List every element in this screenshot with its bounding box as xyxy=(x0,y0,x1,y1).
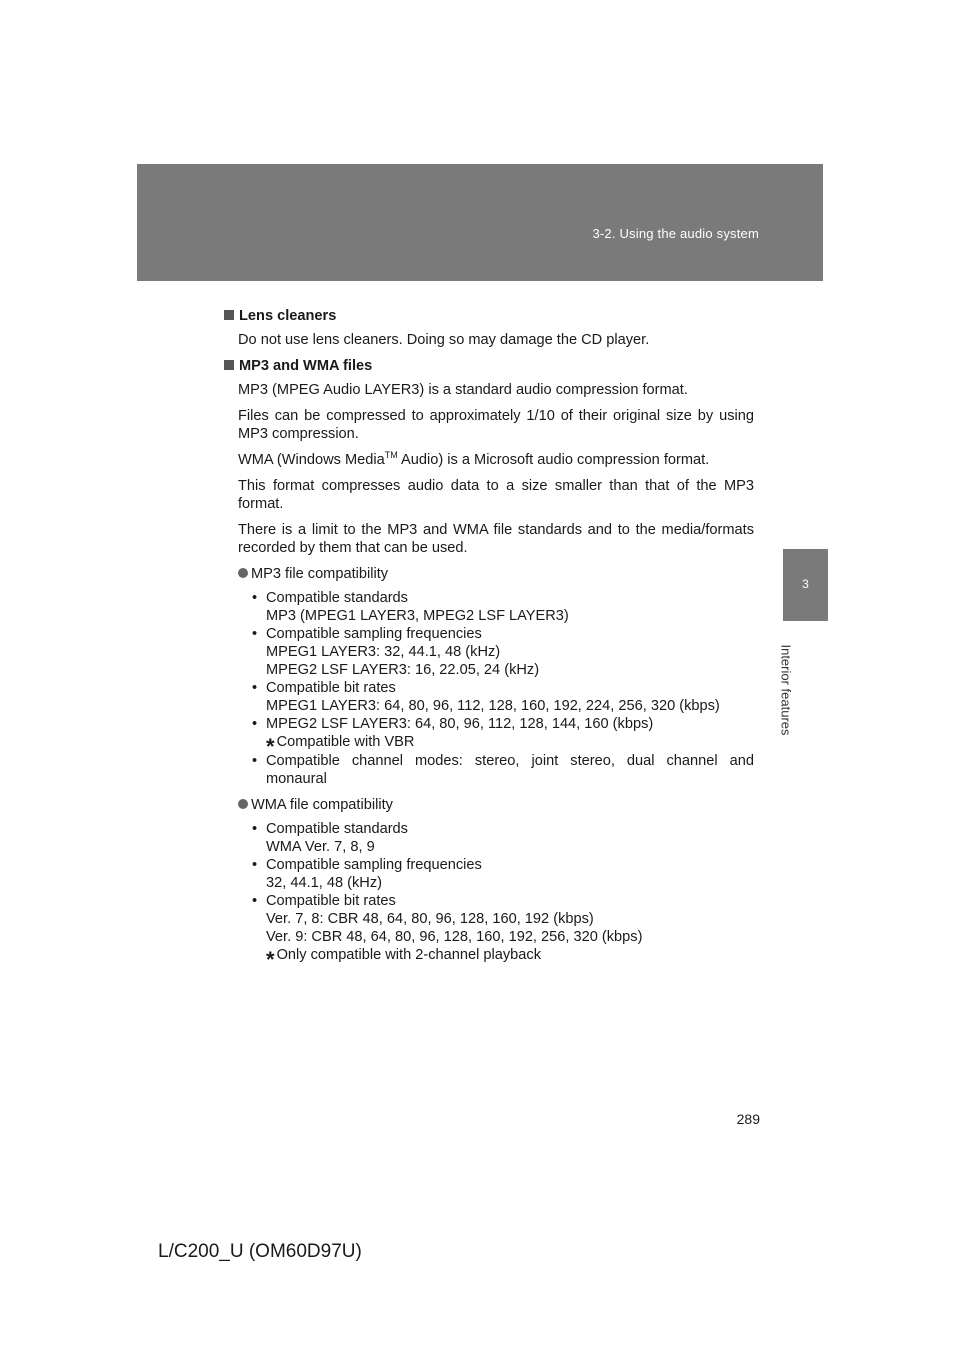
wma-compat-list xyxy=(252,820,754,972)
mp3-wma-paragraph: Files can be compressed to approximately 1/10 of their original size by using MP3 compression. xyxy=(238,408,754,442)
mp3-wma-paragraph: MP3 (MPEG Audio LAYER3) is a standard audio compression format. xyxy=(238,382,688,398)
list-item: • Compatible sampling frequencies 32, 44.1, 48 (kHz) xyxy=(252,857,482,891)
mp3-wma-paragraph: There is a limit to the MP3 and WMA file standards and to the media/formats recorded by them that can be used. xyxy=(238,522,754,556)
mp3-wma-paragraph: This format compresses audio data to a size smaller than that of the MP3 format. xyxy=(238,478,754,512)
chapter-title xyxy=(771,630,801,750)
list-item: • Compatible bit rates MPEG1 LAYER3: 64, 80, 96, 112, 128, 160, 192, 224, 256, 320 (kbps) xyxy=(252,680,720,714)
lens-cleaners-text: Do not use lens cleaners. Doing so may damage the CD player. xyxy=(238,332,650,348)
footnote: * Compatible with VBR xyxy=(266,734,415,759)
mp3-compat-heading: MP3 file compatibility xyxy=(238,565,754,583)
square-marker-icon xyxy=(224,310,234,320)
footnote: * Only compatible with 2-channel playback xyxy=(266,947,542,972)
mp3-wma-heading: MP3 and WMA files xyxy=(224,357,754,375)
mp3-compat-list xyxy=(252,589,754,788)
page-content xyxy=(224,307,754,972)
chapter-title-text: Interior features xyxy=(778,644,794,736)
list-item: • Compatible sampling frequencies MPEG1 LAYER3: 32, 44.1, 48 (kHz) MPEG2 LSF LAYER3: 16, 22.05, 24 (kHz) xyxy=(252,626,540,678)
list-item: • Compatible channel modes: stereo, joint stereo, dual channel and monaural xyxy=(252,753,754,787)
chapter-tab xyxy=(783,549,828,621)
page-number: 289 xyxy=(736,1111,760,1127)
list-item: • Compatible bit rates Ver. 7, 8: CBR 48, 64, 80, 96, 128, 160, 192 (kbps) Ver. 9: CBR 48, 64, 80, 96, 128, 160, 192, 256, 320 (kbps) * Only compatible with 2-channel playback xyxy=(252,892,754,965)
circle-bullet-icon xyxy=(238,568,248,578)
chapter-number: 3 xyxy=(802,577,809,591)
square-marker-icon xyxy=(224,360,234,370)
mp3-wma-paragraph: WMA (Windows Media™ Audio) is a Microsoft audio compression format. xyxy=(238,450,710,468)
document-code: L/C200_U (OM60D97U) xyxy=(158,1241,362,1262)
list-item: • MPEG2 LSF LAYER3: 64, 80, 96, 112, 128, 144, 160 (kbps) * Compatible with VBR xyxy=(252,715,754,752)
list-item: • Compatible standards WMA Ver. 7, 8, 9 xyxy=(252,821,408,855)
section-title: 3-2. Using the audio system xyxy=(592,226,759,241)
circle-bullet-icon xyxy=(238,799,248,809)
lens-cleaners-heading: Lens cleaners xyxy=(224,307,754,325)
wma-compat-heading: WMA file compatibility xyxy=(238,796,754,814)
header-band xyxy=(137,164,823,281)
list-item: • Compatible standards MP3 (MPEG1 LAYER3, MPEG2 LSF LAYER3) xyxy=(252,590,569,624)
